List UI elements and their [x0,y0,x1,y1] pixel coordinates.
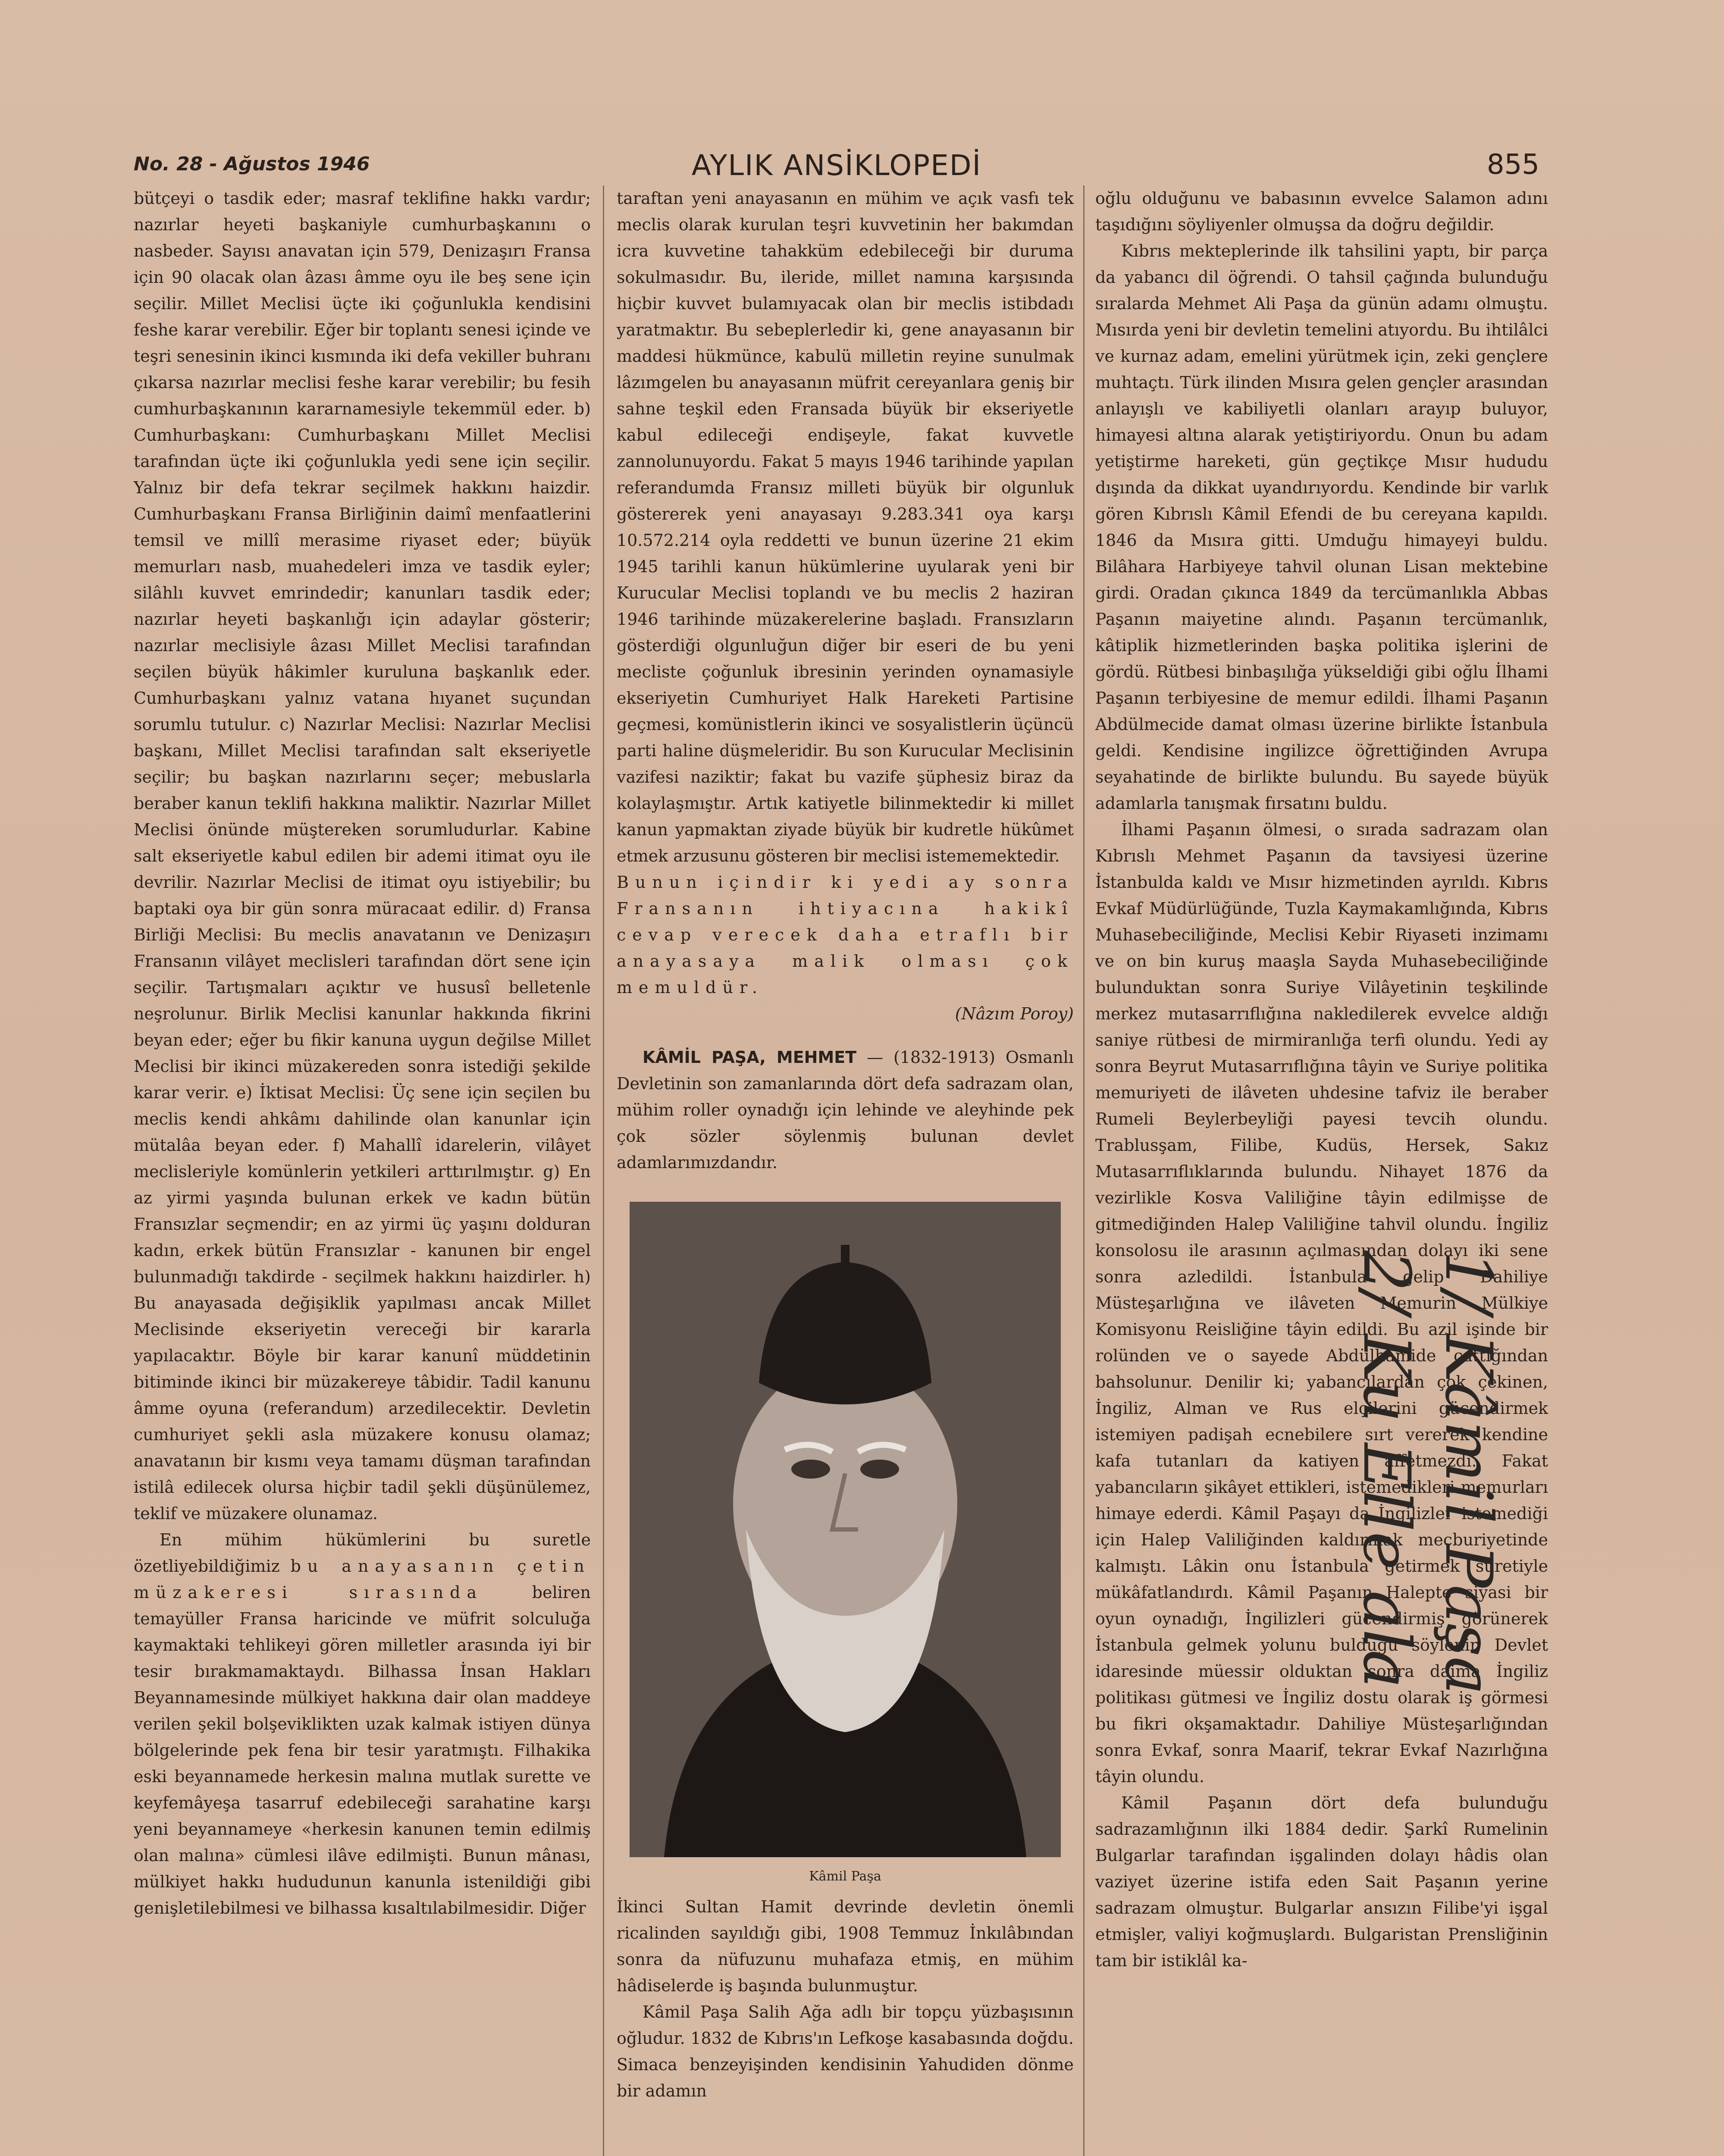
portrait-photo [630,1202,1061,1857]
article-paragraph: Kıbrıs mekteplerinde ilk tahsilini yaptı, bir parça da yabancı dil öğrendi. O tahsil çağında bulunduğu sıralarda Mehmet Ali Paşa da günün adamı olmuştu. Mısırda yeni bir devletin temelini atıyordu. Bu ihtilâlci ve kurnaz adam, emelini yürütmek için, zeki gençlere muhtaçtı. Türk ilinden Mısıra gelen gençler arasından anlayışlı ve kabiliyetli olanları arayıp buluyor, himayesi altına alarak yetiştiriyordu. Onun bu adam yetiştirme hareketi, gün geçtikçe Mısır hududu dışında da dikkat uyandırıyordu. Kendinde bir varlık gören Kıbrıslı Kâmil Efendi de bu cereyana kapıldı. 1846 da Mısıra gitti. Umduğu himayeyi buldu. Bilâhara Harbiyeye tahvil olunan Lisan mektebine girdi. Oradan çıkınca 1849 da tercümanlıkla Abbas Paşanın maiyetine alındı. Paşanın tercümanlık, kâtiplik hizmetlerinden başka politika işlerini de gördü. Rütbesi binbaşılığa yükseldiği gibi oğlu İlhami Paşanın terbiyesine de memur edildi. İlhami Paşanın Abdülmecide damat olması üzerine birlikte İstanbula geldi. Kendisine ingilizce öğrettiğinden Avrupa seyahatinde de birlikte bulundu. Bu sayede büyük adamlarla tanışmak fırsatını buldu. [1095,241,1548,813]
issue-date: No. 28 - Ağustos 1946 [134,153,370,175]
publication-title: AYLIK ANSİKLOPEDİ [691,149,982,182]
portrait-illustration [630,1202,1061,1857]
handwritten-line: 2/ Ku Elle ala [1349,1250,1424,1689]
page-number: 855 [1486,149,1539,181]
article-text: beliren temayüller Fransa haricinde ve müfrit solculuğa kaymaktaki tehlikeyi gören milletler arasında iyi bir tesir bırakmamaktaydı. Bilhassa İnsan Hakları Beyannamesinde mülkiyet hakkına dair olan maddeye verilen şekil bolşeviklikten uzak kalmak istiyen dünya bölgelerinde pek fena bir tesir yaratmıştı. Filhakika eski beyannamede herkesin malına mutlak surette ve keyfemâyeşa tasarruf edebileceği sarahatine karşı yeni beyannameye «herkesin kanunen temin edilmiş olan malına» cümlesi ilâve edilmişti. Bunun mânası, mülkiyet hakkı hududunun kanunla istenildiği gibi genişletilebilmesi ve bilhassa kısaltılabilmesidir. Diğer [134,1583,591,1918]
entry-intro-text: — (1832-1913) Osmanlı Devletinin son zamanlarında dört defa sadrazam olan, mühim roller oynadığı için lehinde ve aleyhinde pek çok sözler söylenmiş bulunan devlet adamlarımızdandır. [617,1048,1074,1172]
column-1 [134,185,591,1921]
article-text: En mühim hükümlerini bu suretle özetliyebildiğimiz [134,1530,591,1576]
article-paragraph: İlhami Paşanın ölmesi, o sırada sadrazam olan Kıbrıslı Mehmet Paşanın da tavsiyesi üzerine İstanbulda kaldı ve Mısır hizmetinden ayrıldı. Kıbrıs Evkaf Müdürlüğünde, Tuzla Kaymakamlığında, Kıbrıs Muhasebeciliğinde, Meclisi Kebir Riyaseti inzimamı ve on bin kuruş maaşla Sayda Muhasebeciliğinde bulunduktan sonra Suriye Vilâyetinin teşkilinde merkez mutasarrıflığına nakledilerek evvelce aldığı saniye rütbesi de mirmiranlığa terfi olundu. Yedi ay sonra Beyrut Mutasarrıflığına tâyin ve Suriye politika memuriyeti de ilâveten uhdesine tafviz ile beraber Rumeli Beylerbeyliği payesi tevcih olundu. Trablusşam, Filibe, Kudüs, Hersek, Sakız Mutasarrıflıklarında bulundu. Nihayet 1876 da vezirlikle Kosva Valiliğine tâyin edilmişse de gitmediğinden Halep Valiliğine tahvil olundu. İngiliz konsolosu ile arasının açılmasından dolayı iki sene sonra azledildi. İstanbula gelip Dahiliye Müsteşarlığına ve ilâveten Memurin Mülkiye Komisyonu Reisliğine tâyin edildi. Bu azil işinde bir rolünden ve o sayede Abdülhamide çattığından bahsolunur. Denilir ki; yabancılardan çok çekinen, İngiliz, Alman ve Rus elçilerini gücendirmek istemiyen padişah ecnebilere sırt vererek kendine kafa tutanları da katiyen affetmezdi. Fakat yabancıların şikâyet ettikleri, istemedikleri memurları himaye ederdi. Kâmil Paşayı da İngilizler istemediği için Halep Valiliğinden kaldırmak mecburiyetinde kalmıştı. Lâkin onu İstanbula getirmek suretiyle mükâfatlandırdı. Kâmil Paşanın Halepte siyasi bir oyun oynadığı, İngilizleri gücendirmiş görünerek İstanbula gelmek yolunu bulduğu söylenir. Devlet idaresinde müessir olduktan sonra daima İngiliz politikası gütmesi ve İngiliz dostu olarak iş görmesi bu fikri okşamaktadır. Dahiliye Müsteşarlığından sonra Evkaf, sonra Maarif, tekrar Evkaf Nazırlığına tâyin olundu. [1095,820,1548,1786]
entry-heading: KÂMİL PAŞA, MEHMET [643,1048,857,1067]
article-paragraph: İkinci Sultan Hamit devrinde devletin önemli ricalinden sayıldığı gibi, 1908 Temmuz İnkılâbından sonra da nüfuzunu muhafaza etmiş, en mühim hâdiselerde iş başında bulunmuştur. [617,1897,1074,1995]
photo-caption: Kâmil Paşa [809,1869,881,1884]
handwritten-line: 1/ Kâmil Paşa [1431,1250,1506,1695]
article-paragraph: Kâmil Paşa Salih Ağa adlı bir topçu yüzbaşısının oğludur. 1832 de Kıbrıs'ın Lefkoşe kasabasında doğdu. Simaca benzeyişinden kendisinin Yahudiden dönme bir adamın [617,2002,1074,2100]
page-header [134,149,1539,188]
article-paragraph: taraftan yeni anayasanın en mühim ve açık vasfı tek meclis olarak kurulan teşri kuvvetinin her bakımdan icra kuvvetine tahakküm edebileceği bir duruma sokulmasıdır. Bu, ileride, millet namına karşısında hiçbir kuvvet bulamıyacak olan bir meclis istibdadı yaratmaktır. Bu sebeplerledir ki, gene anayasanın bir maddesi hükmünce, kabulü milletin reyine sunulmak lâzımgelen bu anayasanın müfrit cereyanlara geniş bir sahne teşkil eden Fransada büyük bir ekseriyetle kabul edileceği endişeyle, fakat kuvvetle zannolunuyordu. Fakat 5 mayıs 1946 tarihinde yapılan referandumda Fransız milleti büyük bir olgunluk göstererek yeni anayasayı 9.283.341 oya karşı 10.572.214 oyla reddetti ve bunun üzerine 21 ekim 1945 tarihli kanun hükümlerine uyularak yeni bir Kurucular Meclisi toplandı ve bu meclis 2 haziran 1946 tarihinde müzakerelerine başladı. Fransızların gösterdiği olgunluğun diğer bir eseri de bu yeni mecliste çoğunluk ibresinin yerinden oynamasiyle ekseriyetin Cumhuriyet Halk Hareketi Partisine geçmesi, komünistlerin ikinci ve sosyalistlerin üçüncü parti haline düşmeleridir. Bu son Kurucular Meclisinin vazifesi naziktir; fakat bu vazife şüphesiz biraz da kolaylaşmıştır. Artık katiyetle bilinmektedir ki millet kanun yapmaktan ziyade büyük bir kudretle hükûmet etmek arzusunu gösteren bir meclisi istememektedir. [617,189,1074,865]
column-rule-1 [603,185,604,2156]
encyclopedia-entry-intro [617,1044,1074,1176]
article-paragraph-spaced: Bunun içindir ki yedi ay sonra Fransanın ihtiyacına hakikî cevap verecek daha etraflı bir anayasaya malik olması çok memuldür. [617,873,1074,997]
article-paragraph [134,1527,591,1921]
article-paragraph: Kâmil Paşanın dört defa bulunduğu sadrazamlığının ilki 1884 dedir. Şarkî Rumelinin Bulgarlar tarafından işgalinden dolayı hâdis olan vaziyet üzerine istifa eden Sait Paşanın yerine sadrazam olmuştur. Bulgarlar ansızın Filibe'yi işgal etmişler, valiyi koğmuşlardı. Bulgaristan Prensliğinin tam bir istiklâl ka- [1095,1793,1548,1970]
article-paragraph: oğlu olduğunu ve babasının evvelce Salamon adını taşıdığını söyliyenler olmuşsa da doğru değildir. [1095,189,1548,234]
article-text-spaced: bu anayasanın çetin müzakeresi sırasında [134,1557,591,1602]
article-paragraph: bütçeyi o tasdik eder; masraf teklifine hakkı vardır; nazırlar heyeti başkaniyle cumhurbaşkanını o nasbeder. Sayısı anavatan için 579, Denizaşırı Fransa için 90 olacak olan âzası âmme oyu ile beş sene için seçilir. Millet Meclisi üçte iki çoğunlukla kendisini feshe karar verebilir. Eğer bir toplantı senesi içinde ve teşri senesinin ikinci kısmında iki defa vekiller buhranı çıkarsa nazırlar meclisi feshe karar verebilir; bu fesih cumhurbaşkanının kararnamesiyle tekemmül eder. b) Cumhurbaşkanı: Cumhurbaşkanı Millet Meclisi tarafından üçte iki çoğunlukla yedi sene için seçilir. Yalnız bir defa tekrar seçilmek hakkını haizdir. Cumhurbaşkanı Fransa Birliğinin daimî menfaatlerini temsil ve millî merasime riyaset eder; büyük memurları nasb, muahedeleri imza ve tasdik eyler; silâhlı kuvvet emrindedir; kanunları tasdik eder; nazırlar heyeti başkanlığı için adaylar gösterir; nazırlar meclisiyle âzası Millet Meclisi tarafından seçilen büyük hâkimler kuruluna başkanlık eder. Cumhurbaşkanı yalnız vatana hıyanet suçundan sorumlu tutulur. c) Nazırlar Meclisi: Nazırlar Meclisi başkanı, Millet Meclisi tarafından salt ekseriyetle seçilir; bu başkan nazırlarını seçer; mebuslarla beraber kanun teklifi hakkına maliktir. Nazırlar Millet Meclisi önünde müştereken sorumludurlar. Kabine salt ekseriyetle kabul edilen bir ademi itimat oyu ile devrilir. Nazırlar Meclisi de itimat oyu istiyebilir; bu baptaki oya bir gün sonra müracaat edilir. d) Fransa Birliği Meclisi: Bu meclis anavatanın ve Denizaşırı Fransanın vilâyet meclisleri tarafından dört sene için seçilir. Tartışmaları açıktır ve hususî belletenle neşrolunur. Birlik Meclisi kanunlar hakkında fikrini beyan eder; eğer bu fikir kanuna uygun değilse Millet Meclisi bir ikinci müzakereden sonra istediği şekilde karar verir. e) İktisat Meclisi: Üç sene için seçilen bu meclis kendi ahkâmı dahilinde olan kanunlar için mütalâa beyan eder. f) Mahallî idarelerin, vilâyet meclisleriyle komünlerin yetkileri arttırılmıştır. g) En az yirmi yaşında bulunan erkek ve kadın bütün Fransızlar seçmendir; en az yirmi üç yaşını dolduran kadın, erkek bütün Fransızlar - kanunen bir engel bulunmadığı takdirde - seçilmek hakkını haizdirler. h) Bu anayasada değişiklik yapılması ancak Millet Meclisinde ekseriyetin vereceği bir kararla yapılacaktır. Böyle bir karar kanunî müddetinin bitiminde ikinci bir müzakereye tâbidir. Tadil kanunu âmme oyuna (referandum) arzedilecektir. Devletin cumhuriyet şekli asla müzakere konusu olamaz; anavatanın bir kısmı veya tamamı düşman tarafından istilâ edilecek olursa hiçbir tadil şekli düşünülemez, teklif ve müzakere olunamaz. [134,189,591,1523]
handwritten-margin-note [1345,1250,1509,1695]
column-rule-2 [1083,185,1085,2156]
column-3 [1095,185,1548,1974]
column-2 [617,185,1074,2104]
author-signature: (Nâzım Poroy) [955,1004,1074,1023]
